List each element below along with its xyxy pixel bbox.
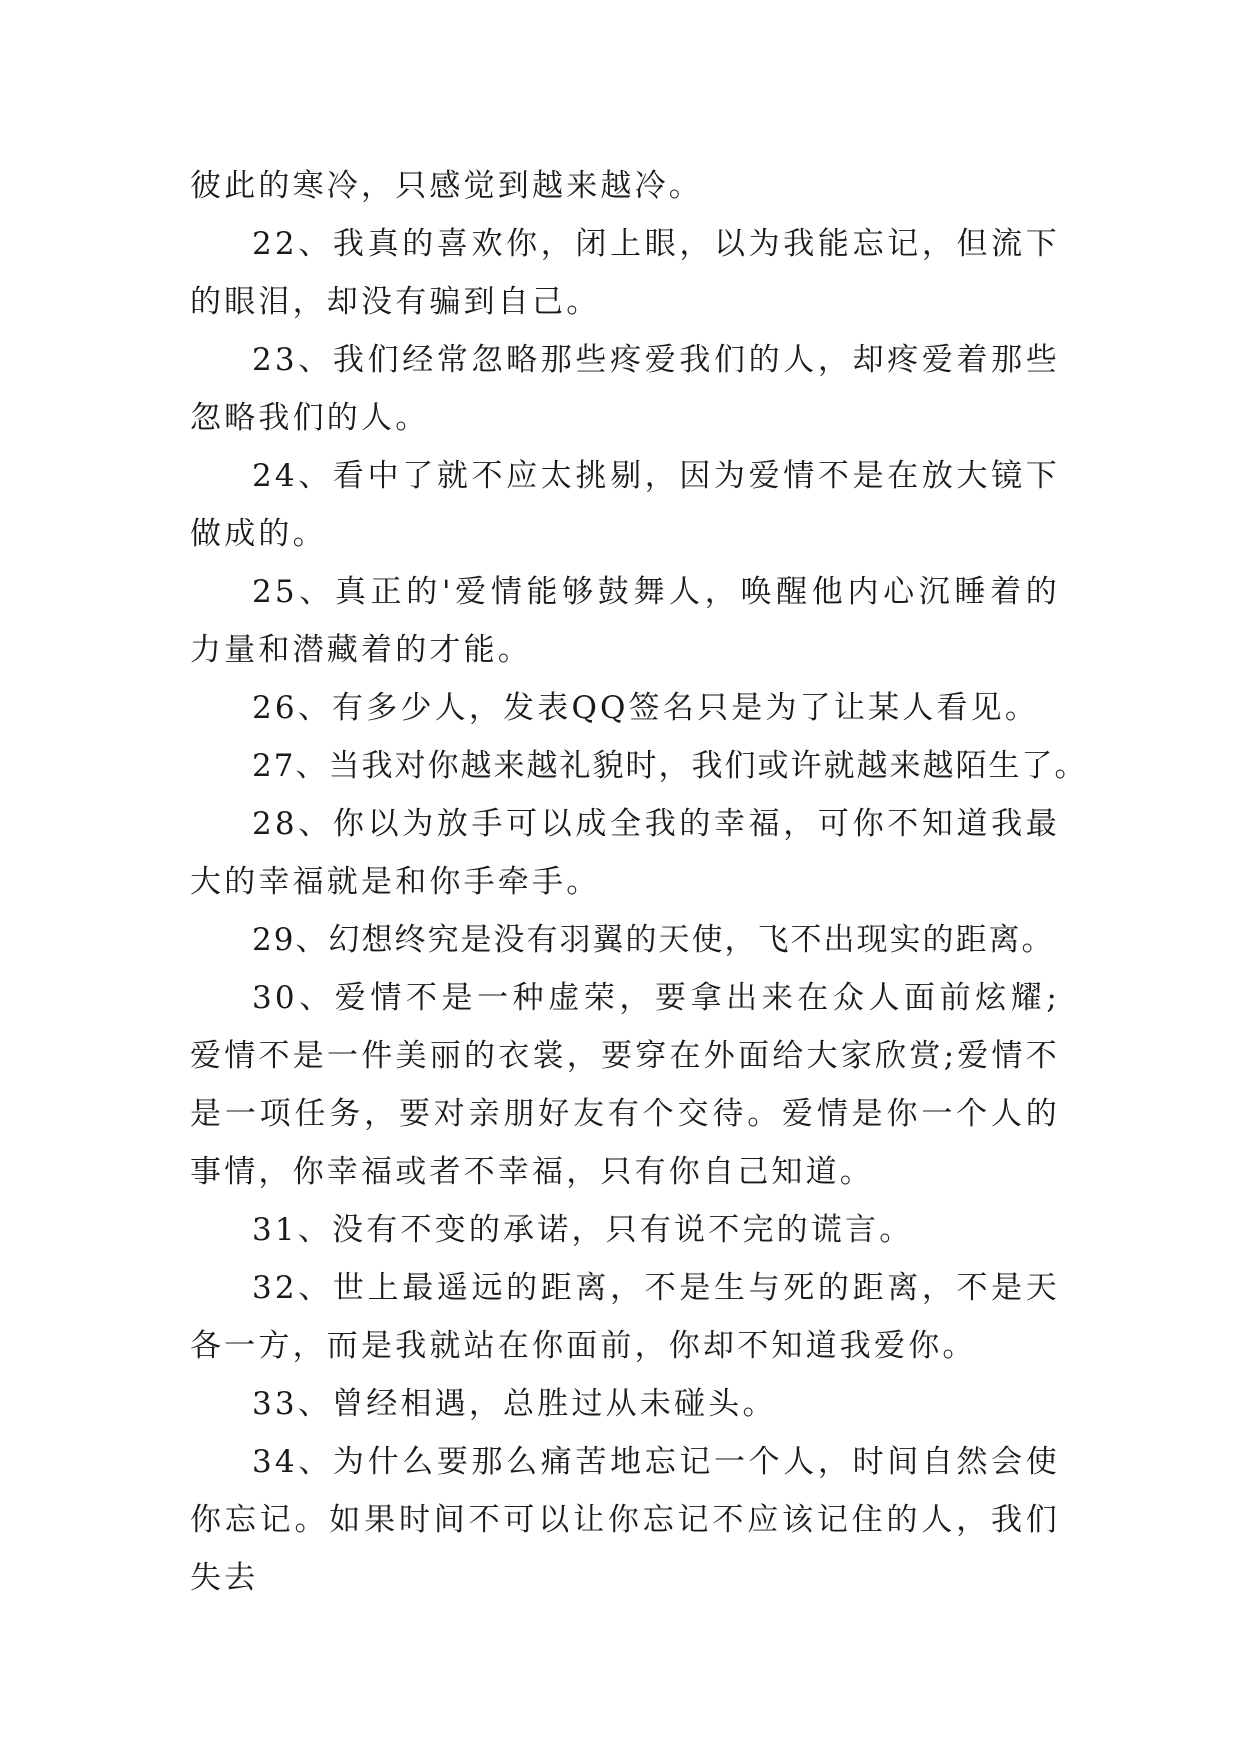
paragraph-31: 31、没有不变的承诺，只有说不完的谎言。: [252, 1212, 914, 1248]
paragraph-25: 25、真正的'爱情能够鼓舞人，唤醒他内心沉睡着的力量和潜藏着的才能。: [190, 574, 1060, 668]
document-body: [190, 157, 1088, 1607]
paragraph-28: 28、你以为放手可以成全我的幸福，可你不知道我最大的幸福就是和你手牵手。: [190, 806, 1060, 900]
paragraph-29: 29、幻想终究是没有羽翼的天使，飞不出现实的距离。: [252, 922, 1055, 958]
paragraph-26: 26、有多少人，发表QQ签名只是为了让某人看见。: [252, 690, 1040, 726]
paragraph-34: 34、为什么要那么痛苦地忘记一个人，时间自然会使你忘记。如果时间不可以让你忘记不应该记住的人，我们失去: [190, 1444, 1060, 1596]
paragraph-32: 32、世上最遥远的距离，不是生与死的距离，不是天各一方，而是我就站在你面前，你却不知道我爱你。: [190, 1270, 1060, 1364]
paragraph-23: 23、我们经常忽略那些疼爱我们的人，却疼爱着那些忽略我们的人。: [190, 342, 1060, 436]
paragraph-24: 24、看中了就不应太挑剔，因为爱情不是在放大镜下做成的。: [190, 458, 1060, 552]
paragraph-22: 22、我真的喜欢你，闭上眼，以为我能忘记，但流下的眼泪，却没有骗到自己。: [190, 226, 1060, 320]
paragraph-33: 33、曾经相遇，总胜过从未碰头。: [252, 1386, 777, 1422]
paragraph-continuation: 彼此的寒冷，只感觉到越来越冷。: [190, 168, 703, 204]
paragraph-30: 30、爱情不是一种虚荣，要拿出来在众人面前炫耀;爱情不是一件美丽的衣裳，要穿在外面给大家欣赏;爱情不是一项任务，要对亲朋好友有个交待。爱情是你一个人的事情，你幸福或者不幸福，只有你自己知道。: [190, 980, 1060, 1190]
paragraph-27: 27、当我对你越来越礼貌时，我们或许就越来越陌生了。: [252, 748, 1088, 784]
